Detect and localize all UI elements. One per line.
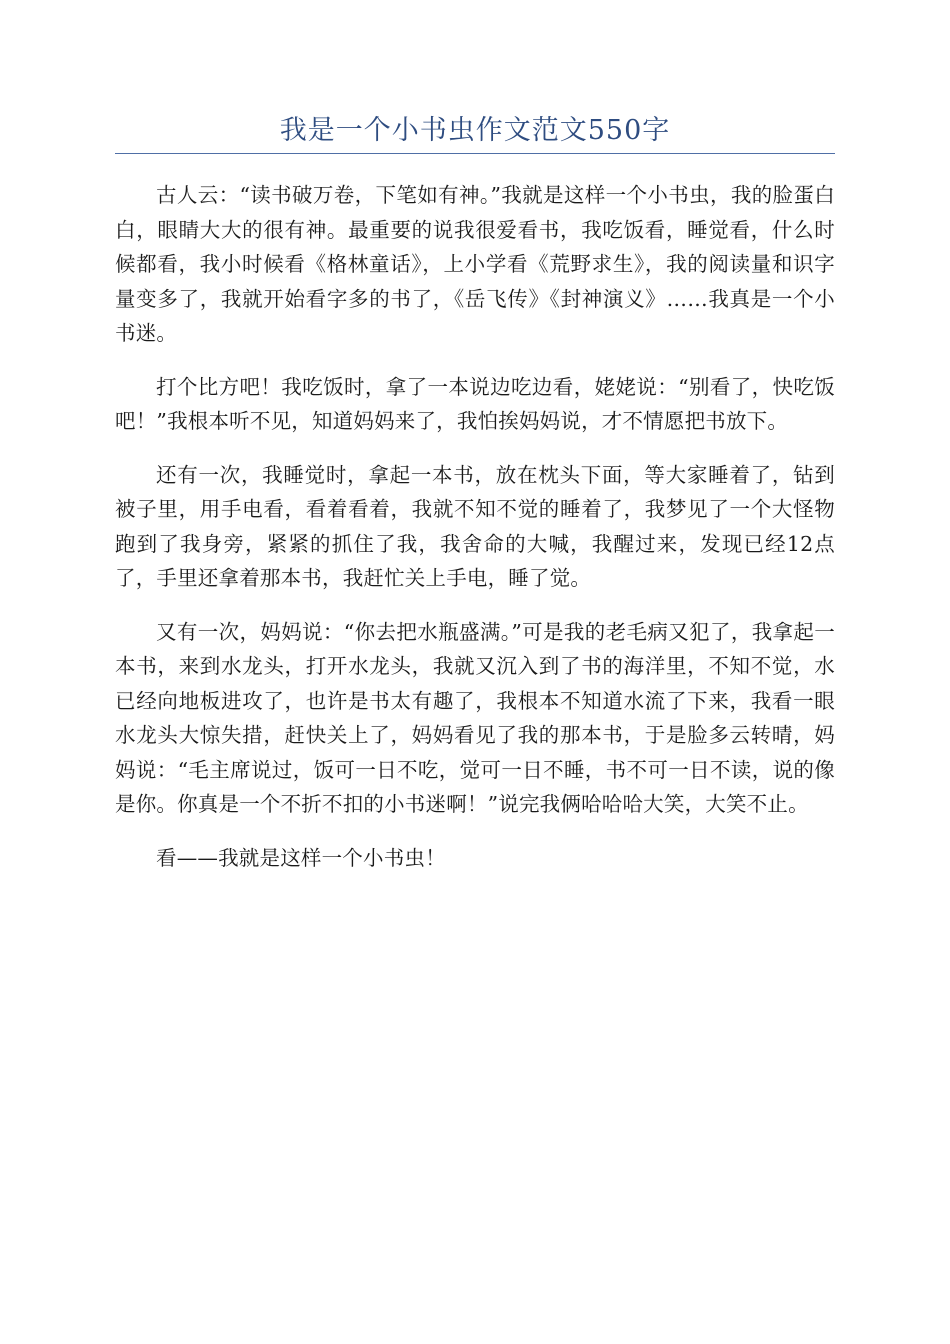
paragraph: 还有一次，我睡觉时，拿起一本书，放在枕头下面，等大家睡着了，钻到被子里，用手电看，看着看着，我就不知不觉的睡着了，我梦见了一个大怪物跑到了我身旁，紧紧的抓住了我，我舍命的大喊，我醒过来，发现已经12点了，手里还拿着那本书，我赶忙关上手电，睡了觉。 xyxy=(115,462,835,590)
page-title: 我是一个小书虫作文范文550字 xyxy=(279,115,671,146)
paragraph: 打个比方吧！我吃饭时，拿了一本说边吃边看，姥姥说：“别看了，快吃饭吧！”我根本听不见，知道妈妈来了，我怕挨妈妈说，才不情愿把书放下。 xyxy=(115,374,835,433)
paragraph: 看——我就是这样一个小书虫！ xyxy=(156,845,446,870)
paragraph: 古人云：“读书破万卷，下笔如有神。”我就是这样一个小书虫，我的脸蛋白白，眼睛大大的很有神。最重要的说我很爱看书，我吃饭看，睡觉看，什么时候都看，我小时候看《格林童话》，上小学看《荒野求生》，我的阅读量和识字量变多了，我就开始看字多的书了，《岳飞传》《封神演义》……我真是一个小书迷。 xyxy=(115,183,835,345)
paragraph: 又有一次，妈妈说：“你去把水瓶盛满。”可是我的老毛病又犯了，我拿起一本书，来到水龙头，打开水龙头，我就又沉入到了书的海洋里，不知不觉，水已经向地板进攻了，也许是书太有趣了，我根本不知道水流了下来，我看一眼水龙头大惊失措，赶快关上了，妈妈看见了我的那本书，于是脸多云转晴，妈妈说：“毛主席说过，饭可一日不吃，觉可一日不睡，书不可一日不读，说的像是你。你真是一个不折不扣的小书迷啊！”说完我俩哈哈哈大笑，大笑不止。 xyxy=(115,619,835,816)
title-block xyxy=(115,112,835,154)
essay-body xyxy=(115,178,835,894)
